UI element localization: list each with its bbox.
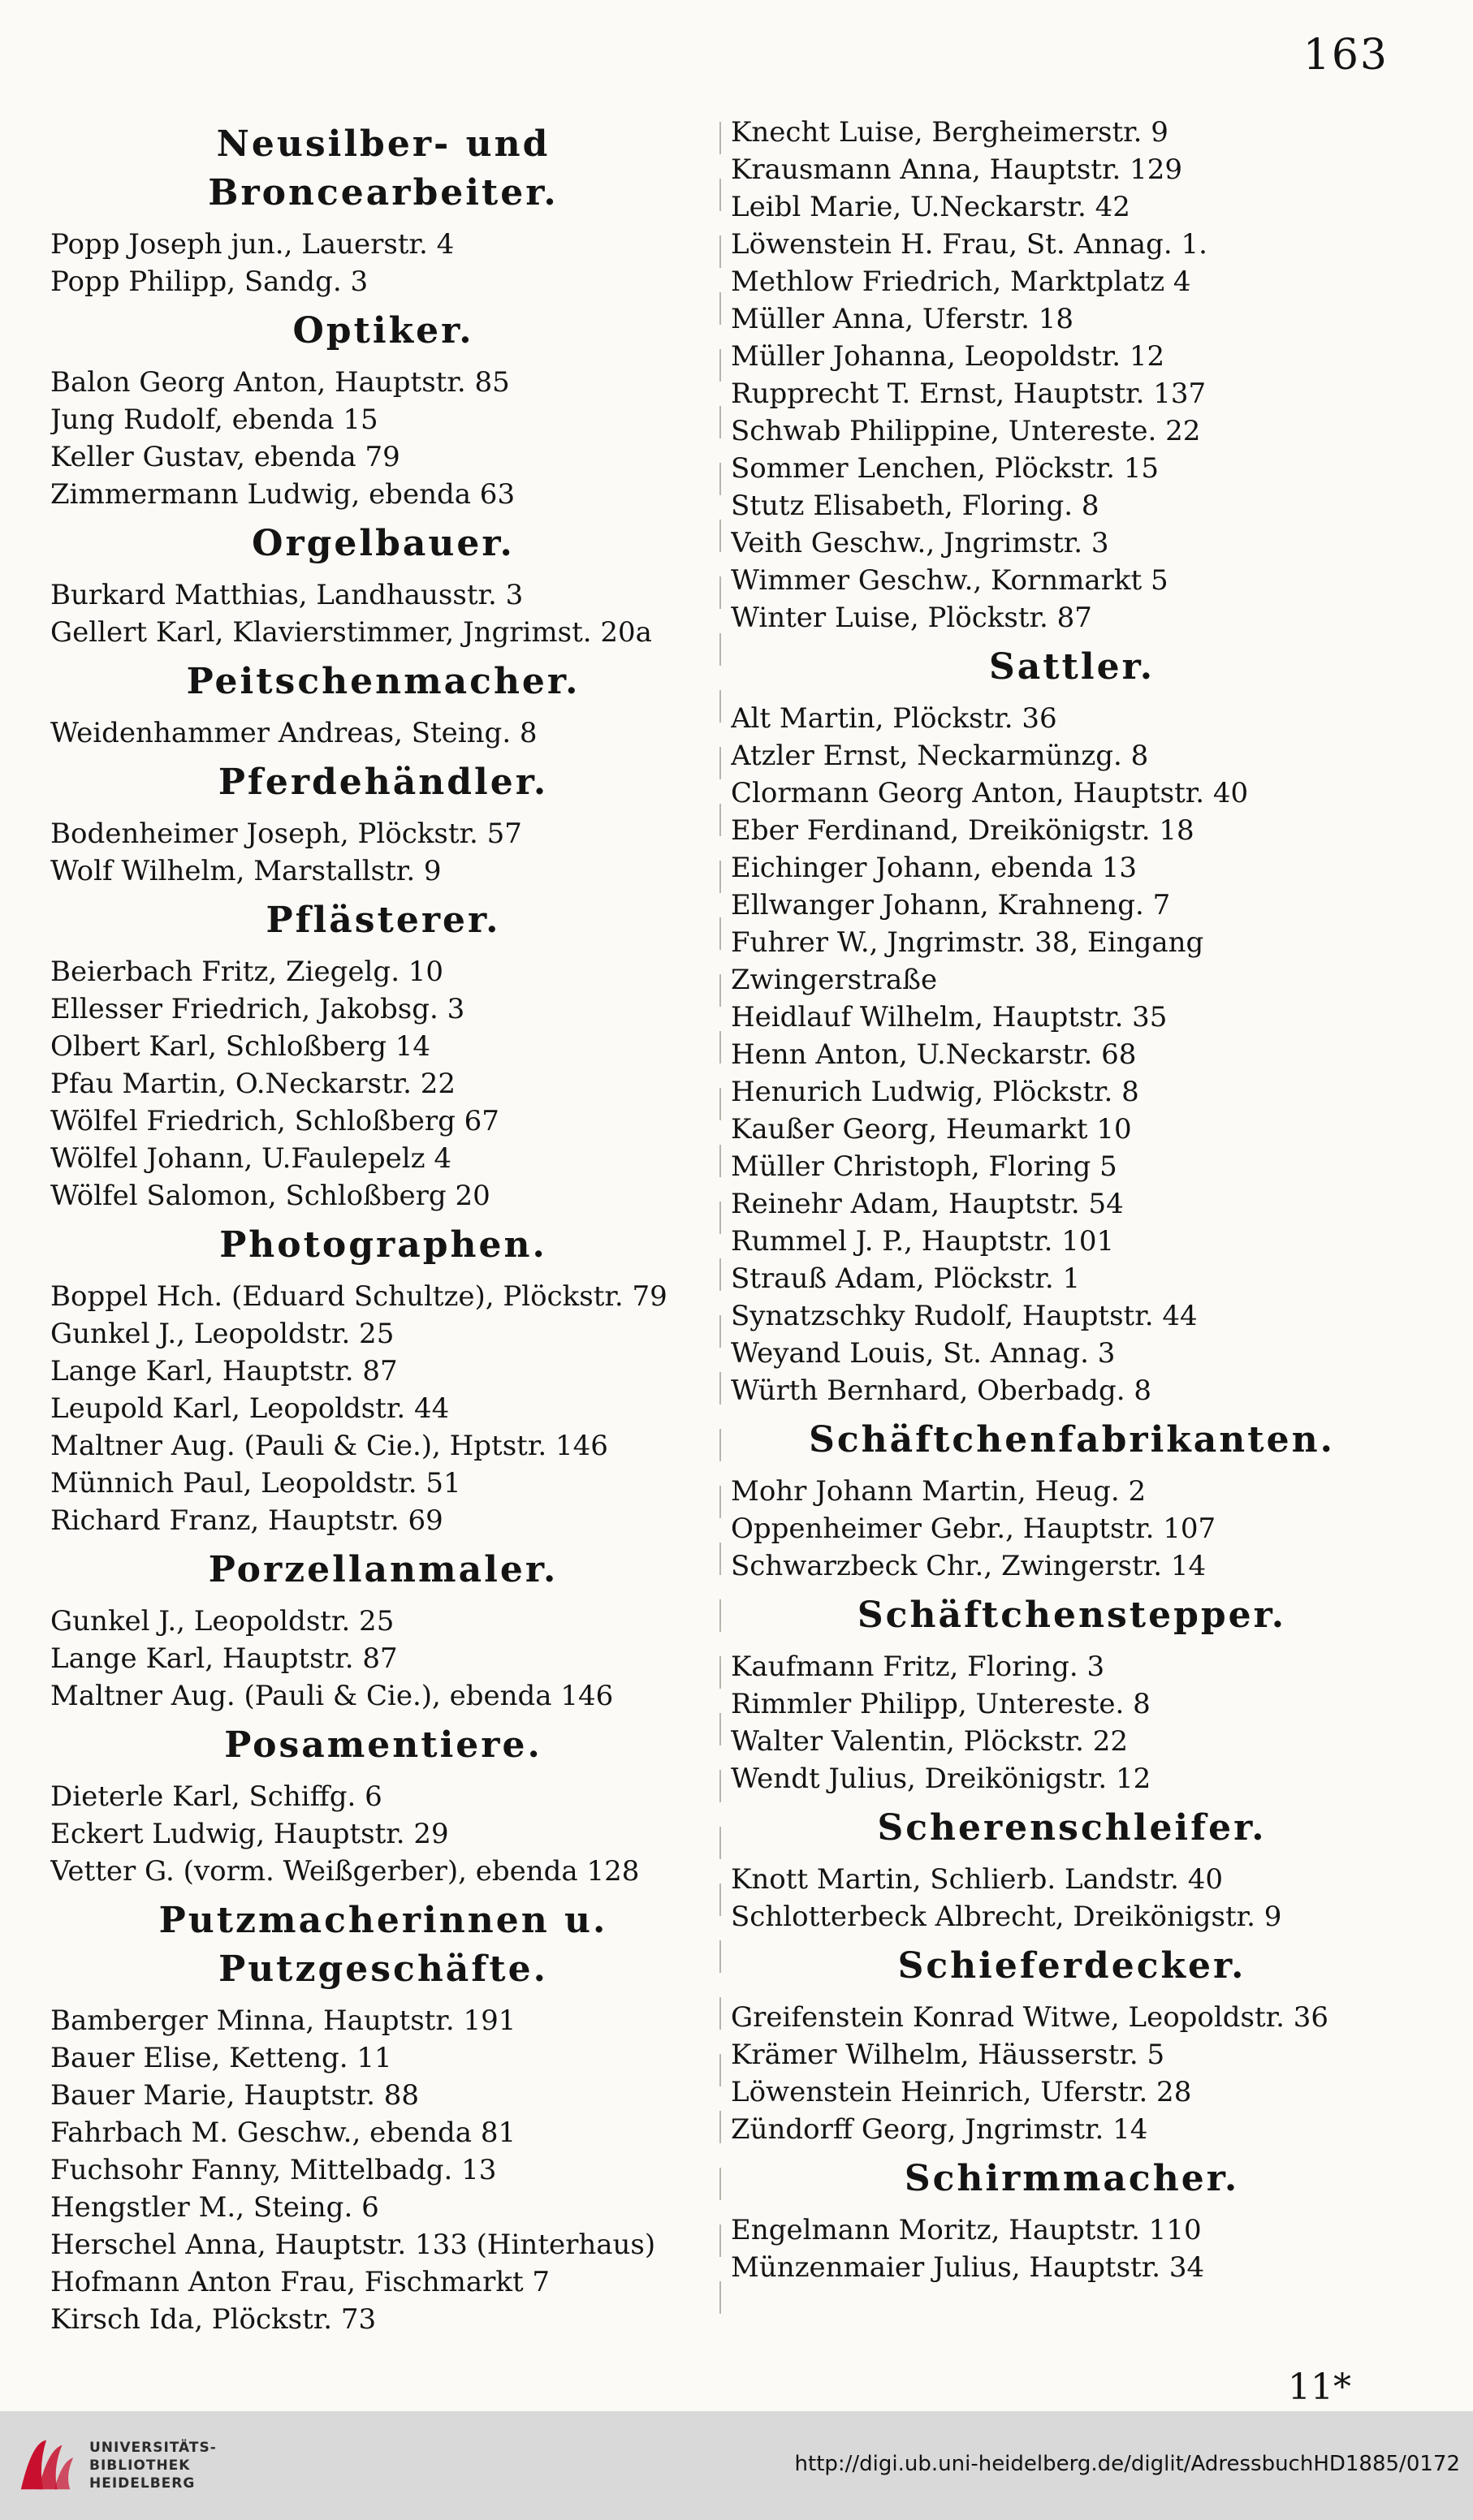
section-peitschenmacher xyxy=(50,658,716,752)
directory-entry: Eber Ferdinand, Dreikönigstr. 18 xyxy=(731,814,1194,847)
section-heading: Porzellanmaler. xyxy=(208,1549,559,1590)
directory-entry: Olbert Karl, Schloßberg 14 xyxy=(50,1030,431,1063)
entry-list xyxy=(50,226,716,300)
entry-list xyxy=(50,1778,716,1890)
directory-entry: Leupold Karl, Leopoldstr. 44 xyxy=(50,1392,450,1425)
section-heading: Neusilber- und Broncearbeiter. xyxy=(208,123,559,214)
directory-entry: Löwenstein H. Frau, St. Annag. 1. xyxy=(731,228,1207,261)
entry-list xyxy=(731,1648,1413,1797)
directory-entry: Weidenhammer Andreas, Steing. 8 xyxy=(50,717,538,749)
directory-entry: Henurich Ludwig, Plöckstr. 8 xyxy=(731,1076,1139,1108)
logo-line-1: UNIVERSITÄTS- xyxy=(89,2440,217,2456)
entry-list xyxy=(731,1999,1413,2148)
directory-entry: Veith Geschw., Jngrimstr. 3 xyxy=(731,527,1109,559)
directory-entry: Henn Anton, U.Neckarstr. 68 xyxy=(731,1038,1137,1071)
section-orgelbauer xyxy=(50,520,716,651)
directory-entry: Ellwanger Johann, Krahneng. 7 xyxy=(731,889,1171,921)
directory-entry: Beierbach Fritz, Ziegelg. 10 xyxy=(50,956,444,988)
directory-entry: Maltner Aug. (Pauli & Cie.), ebenda 146 xyxy=(50,1680,614,1712)
directory-entry: Wölfel Johann, U.Faulepelz 4 xyxy=(50,1142,451,1175)
directory-entry: Wimmer Geschw., Kornmarkt 5 xyxy=(731,564,1168,597)
section-heading: Schäftchenfabrikanten. xyxy=(809,1419,1335,1461)
section-schirmmacher xyxy=(731,2155,1413,2286)
directory-entry: Bauer Marie, Hauptstr. 88 xyxy=(50,2079,420,2112)
section-sattler xyxy=(731,643,1413,1409)
directory-entry: Müller Johanna, Leopoldstr. 12 xyxy=(731,340,1165,373)
directory-entry: Maltner Aug. (Pauli & Cie.), Hptstr. 146 xyxy=(50,1430,608,1462)
section-heading: Schirmmacher. xyxy=(904,2158,1240,2199)
directory-entry: Rupprecht T. Ernst, Hauptstr. 137 xyxy=(731,378,1207,410)
directory-entry: Popp Joseph jun., Lauerstr. 4 xyxy=(50,228,455,261)
directory-entry: Stutz Elisabeth, Floring. 8 xyxy=(731,490,1099,522)
directory-entry: Weyand Louis, St. Annag. 3 xyxy=(731,1337,1116,1370)
section-putzmacherinnen-u-putzgeschafte xyxy=(50,1896,716,2338)
directory-entry: Lange Karl, Hauptstr. 87 xyxy=(50,1642,398,1675)
directory-entry: Pfau Martin, O.Neckarstr. 22 xyxy=(50,1068,456,1100)
footer-bar xyxy=(0,2411,1473,2520)
directory-entry: Keller Gustav, ebenda 79 xyxy=(50,441,400,473)
directory-entry: Wendt Julius, Dreikönigstr. 12 xyxy=(731,1763,1151,1795)
section-heading: Peitschenmacher. xyxy=(186,661,581,702)
section-schaftchenfabrikanten xyxy=(731,1416,1413,1585)
entry-list xyxy=(50,714,716,752)
section-heading: Optiker. xyxy=(292,310,474,352)
directory-entry: Lange Karl, Hauptstr. 87 xyxy=(50,1355,398,1387)
directory-entry: Vetter G. (vorm. Weißgerber), ebenda 128 xyxy=(50,1855,640,1888)
directory-entry: Leibl Marie, U.Neckarstr. 42 xyxy=(731,191,1130,223)
directory-entry: Jung Rudolf, ebenda 15 xyxy=(50,403,378,436)
entry-list xyxy=(731,1861,1413,1935)
directory-entry: Bauer Elise, Ketteng. 11 xyxy=(50,2042,392,2074)
entry-list xyxy=(731,114,1413,636)
section-heading: Schäftchenstepper. xyxy=(857,1594,1287,1636)
section-heading: Posamentiere. xyxy=(224,1724,542,1766)
directory-entry: Popp Philipp, Sandg. 3 xyxy=(50,265,369,298)
directory-entry: Wolf Wilhelm, Marstallstr. 9 xyxy=(50,855,442,887)
logo-line-3: HEIDELBERG xyxy=(89,2475,196,2492)
directory-entry: Synatzschky Rudolf, Hauptstr. 44 xyxy=(731,1300,1198,1332)
entry-list xyxy=(50,1278,716,1539)
section-heading: Scherenschleifer. xyxy=(877,1807,1267,1849)
section-heading: Photographen. xyxy=(219,1224,547,1266)
section-heading: Putzmacherinnen u. Putzgeschäfte. xyxy=(158,1900,608,1990)
section-heading: Schieferdecker. xyxy=(897,1945,1246,1987)
directory-entry: Müller Anna, Uferstr. 18 xyxy=(731,303,1073,335)
section-heading: Orgelbauer. xyxy=(252,523,515,564)
directory-entry: Schwarzbeck Chr., Zwingerstr. 14 xyxy=(731,1550,1207,1582)
section-photographen xyxy=(50,1221,716,1539)
directory-entry: Knecht Luise, Bergheimerstr. 9 xyxy=(731,116,1168,149)
directory-entry: Strauß Adam, Plöckstr. 1 xyxy=(731,1262,1081,1295)
directory-entry: Gunkel J., Leopoldstr. 25 xyxy=(50,1605,395,1638)
directory-entry: Eckert Ludwig, Hauptstr. 29 xyxy=(50,1818,449,1850)
directory-entry: Zündorff Georg, Jngrimstr. 14 xyxy=(731,2113,1148,2146)
entry-list xyxy=(50,364,716,513)
directory-entry: Wölfel Friedrich, Schloßberg 67 xyxy=(50,1105,499,1137)
directory-entry: Herschel Anna, Hauptstr. 133 (Hinterhaus) xyxy=(50,2229,656,2261)
ub-heidelberg-logo-icon xyxy=(15,2434,78,2497)
section-optiker xyxy=(50,307,716,513)
directory-entry: Bamberger Minna, Hauptstr. 191 xyxy=(50,2004,516,2037)
directory-entry: Alt Martin, Plöckstr. 36 xyxy=(731,702,1057,735)
directory-entry: Methlow Friedrich, Marktplatz 4 xyxy=(731,265,1191,298)
directory-entry: Engelmann Moritz, Hauptstr. 110 xyxy=(731,2214,1202,2246)
directory-entry: Fuhrer W., Jngrimstr. 38, Eingang Zwingerstraße xyxy=(731,926,1204,996)
entry-list xyxy=(731,1473,1413,1585)
directory-entry: Sommer Lenchen, Plöckstr. 15 xyxy=(731,452,1159,485)
section-continued xyxy=(731,114,1413,636)
left-column xyxy=(50,114,716,2345)
directory-entry: Würth Bernhard, Oberbadg. 8 xyxy=(731,1374,1151,1407)
right-column xyxy=(731,114,1413,2293)
directory-entry: Clormann Georg Anton, Hauptstr. 40 xyxy=(731,777,1249,809)
directory-entry: Münzenmaier Julius, Hauptstr. 34 xyxy=(731,2251,1205,2284)
directory-entry: Bodenheimer Joseph, Plöckstr. 57 xyxy=(50,818,522,850)
directory-entry: Gellert Karl, Klavierstimmer, Jngrimst. 20a xyxy=(50,616,652,649)
library-logo-text xyxy=(89,2439,217,2492)
logo-line-2: BIBLIOTHEK xyxy=(89,2457,191,2474)
section-heading: Pflästerer. xyxy=(266,900,501,941)
entry-list xyxy=(50,2002,716,2338)
section-heading: Sattler. xyxy=(988,646,1156,688)
directory-entry: Rimmler Philipp, Untereste. 8 xyxy=(731,1688,1151,1720)
directory-entry: Müller Christoph, Floring 5 xyxy=(731,1150,1117,1183)
section-schaftchenstepper xyxy=(731,1591,1413,1797)
directory-entry: Dieterle Karl, Schiffg. 6 xyxy=(50,1780,382,1813)
page-number: 163 xyxy=(1302,31,1389,80)
directory-entry: Burkard Matthias, Landhausstr. 3 xyxy=(50,579,524,611)
entry-list xyxy=(731,2211,1413,2286)
directory-entry: Gunkel J., Leopoldstr. 25 xyxy=(50,1318,395,1350)
directory-entry: Fuchsohr Fanny, Mittelbadg. 13 xyxy=(50,2154,497,2186)
section-scherenschleifer xyxy=(731,1804,1413,1935)
directory-entry: Kirsch Ida, Plöckstr. 73 xyxy=(50,2303,377,2336)
directory-entry: Münnich Paul, Leopoldstr. 51 xyxy=(50,1467,461,1499)
directory-entry: Krausmann Anna, Hauptstr. 129 xyxy=(731,153,1183,186)
directory-entry: Mohr Johann Martin, Heug. 2 xyxy=(731,1475,1147,1508)
entry-list xyxy=(731,700,1413,1409)
directory-entry: Eichinger Johann, ebenda 13 xyxy=(731,852,1138,884)
directory-entry: Boppel Hch. (Eduard Schultze), Plöckstr. 79 xyxy=(50,1280,667,1313)
directory-entry: Greifenstein Konrad Witwe, Leopoldstr. 36 xyxy=(731,2001,1329,2034)
directory-entry: Oppenheimer Gebr., Hauptstr. 107 xyxy=(731,1512,1216,1545)
directory-entry: Zimmermann Ludwig, ebenda 63 xyxy=(50,478,516,511)
directory-entry: Rummel J. P., Hauptstr. 101 xyxy=(731,1225,1115,1258)
source-url-link[interactable]: http://digi.ub.uni-heidelberg.de/diglit/AdressbuchHD1885/0172 xyxy=(794,2452,1460,2476)
section-porzellanmaler xyxy=(50,1546,716,1715)
directory-entry: Heidlauf Wilhelm, Hauptstr. 35 xyxy=(731,1001,1168,1033)
entry-list xyxy=(50,953,716,1215)
section-neusilber-und-broncearbeiter xyxy=(50,120,716,300)
entry-list xyxy=(50,815,716,890)
directory-entry: Balon Georg Anton, Hauptstr. 85 xyxy=(50,366,510,399)
directory-entry: Kaußer Georg, Heumarkt 10 xyxy=(731,1113,1132,1146)
directory-entry: Atzler Ernst, Neckarmünzg. 8 xyxy=(731,740,1149,772)
column-rule xyxy=(719,122,721,2314)
directory-entry: Richard Franz, Hauptstr. 69 xyxy=(50,1504,443,1537)
directory-entry: Krämer Wilhelm, Häusserstr. 5 xyxy=(731,2039,1165,2071)
entry-list xyxy=(50,576,716,651)
directory-entry: Löwenstein Heinrich, Uferstr. 28 xyxy=(731,2076,1192,2108)
entry-list xyxy=(50,1603,716,1715)
section-pflasterer xyxy=(50,896,716,1215)
signature-mark: 11* xyxy=(1288,2367,1351,2408)
directory-entry: Hengstler M., Steing. 6 xyxy=(50,2191,379,2224)
directory-entry: Schlotterbeck Albrecht, Dreikönigstr. 9 xyxy=(731,1901,1282,1933)
directory-entry: Ellesser Friedrich, Jakobsg. 3 xyxy=(50,993,465,1025)
directory-entry: Walter Valentin, Plöckstr. 22 xyxy=(731,1725,1128,1758)
directory-entry: Knott Martin, Schlierb. Landstr. 40 xyxy=(731,1863,1224,1896)
directory-entry: Hofmann Anton Frau, Fischmarkt 7 xyxy=(50,2266,551,2298)
section-heading: Pferdehändler. xyxy=(218,762,549,803)
directory-entry: Wölfel Salomon, Schloßberg 20 xyxy=(50,1180,490,1212)
directory-entry: Winter Luise, Plöckstr. 87 xyxy=(731,602,1092,634)
library-logo[interactable] xyxy=(15,2434,217,2497)
directory-entry: Kaufmann Fritz, Floring. 3 xyxy=(731,1651,1105,1683)
section-posamentiere xyxy=(50,1721,716,1890)
section-pferdehandler xyxy=(50,758,716,890)
directory-entry: Schwab Philippine, Untereste. 22 xyxy=(731,415,1201,447)
section-schieferdecker xyxy=(731,1942,1413,2148)
directory-entry: Fahrbach M. Geschw., ebenda 81 xyxy=(50,2117,516,2149)
directory-entry: Reinehr Adam, Hauptstr. 54 xyxy=(731,1188,1124,1220)
